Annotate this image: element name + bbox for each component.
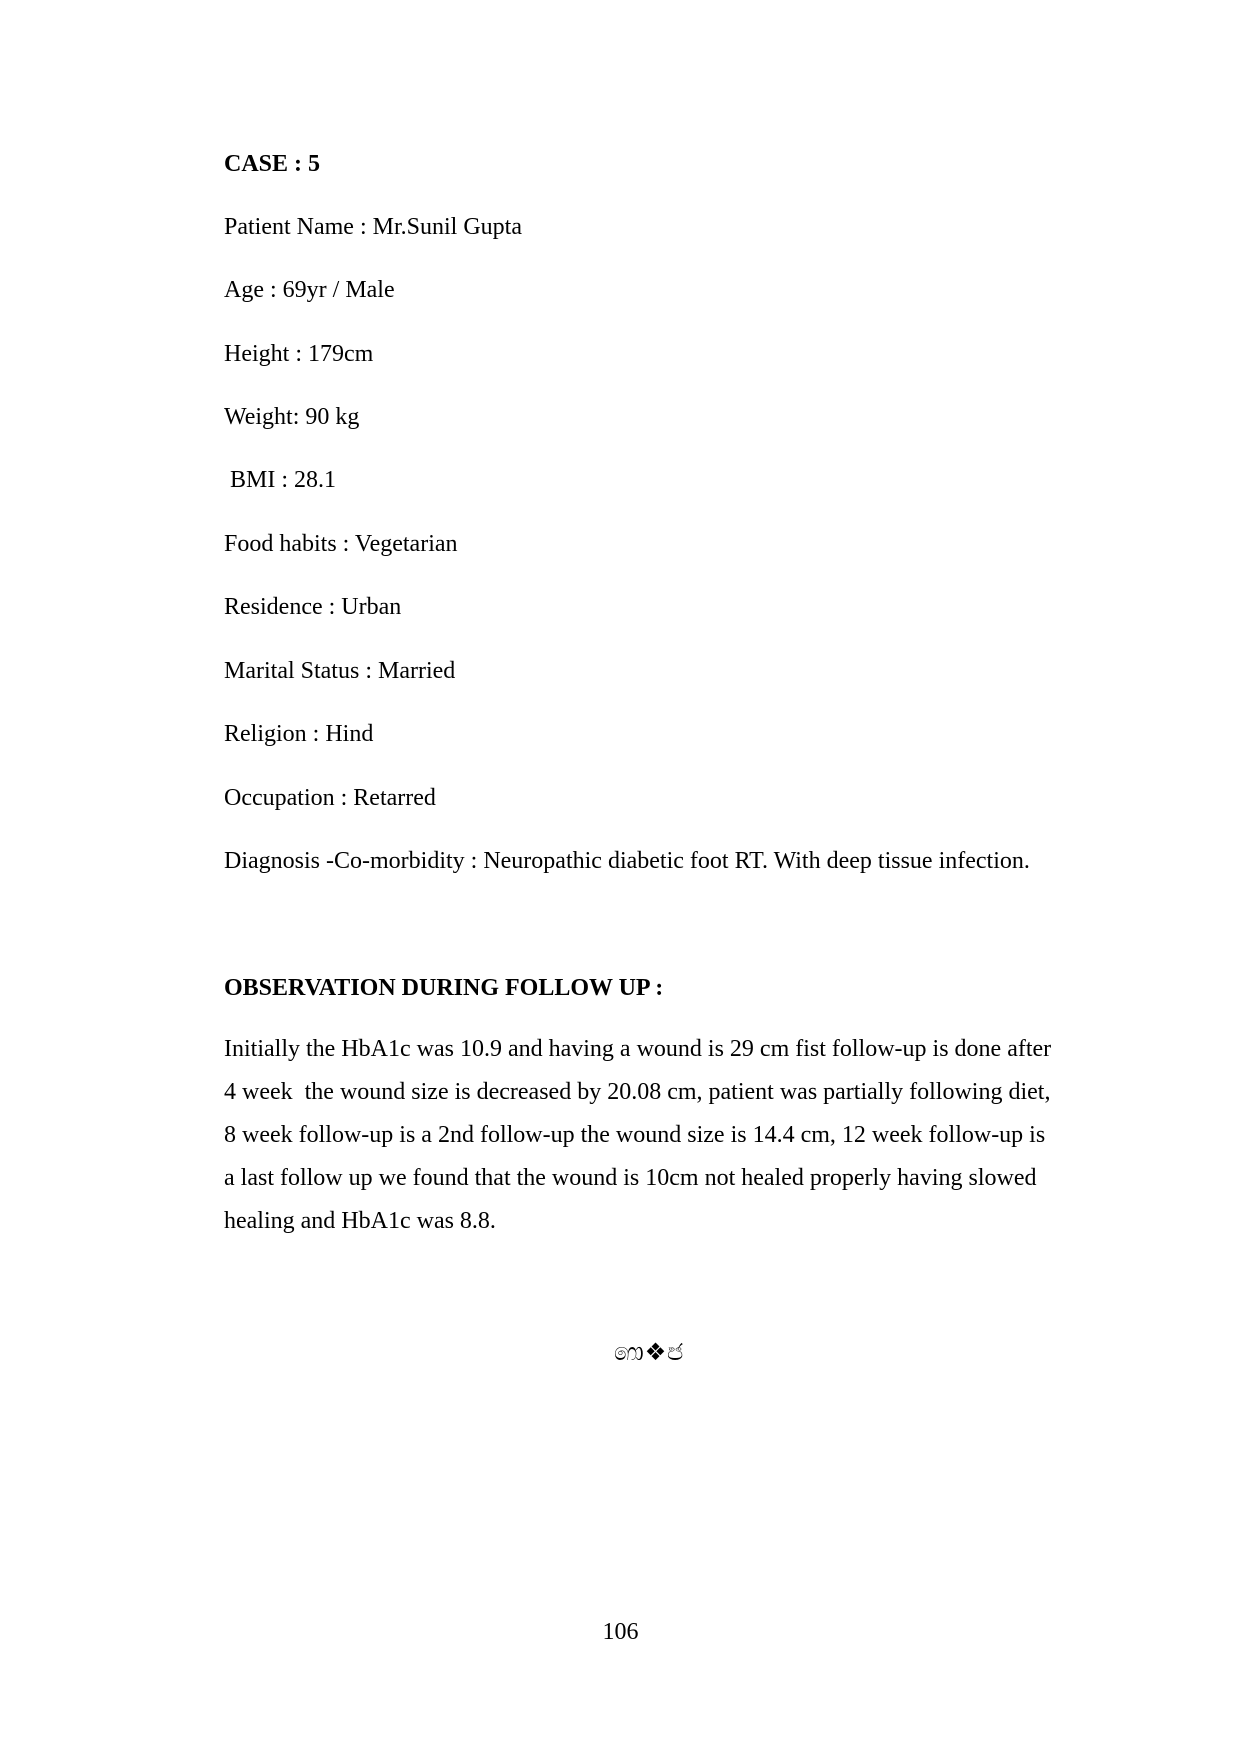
observation-line: Initially the HbA1c was 10.9 and having a wound is 29 cm fist follow-up is done after <box>224 1036 1052 1062</box>
diagnosis: Diagnosis -Co-morbidity : Neuropathic diabetic foot RT. With deep tissue infection. <box>224 848 1030 874</box>
case-heading: CASE : 5 <box>224 151 321 177</box>
marital-status: Marital Status : Married <box>224 658 456 684</box>
observation-line: a last follow up we found that the wound is 10cm not healed properly having slowed <box>224 1165 1037 1191</box>
patient-bmi: BMI : 28.1 <box>224 467 337 493</box>
patient-height: Height : 179cm <box>224 341 374 367</box>
observation-heading: OBSERVATION DURING FOLLOW UP : <box>224 975 664 1001</box>
occupation: Occupation : Retarred <box>224 785 436 811</box>
observation-paragraph <box>224 1028 1104 1243</box>
observation-line: 4 week the wound size is decreased by 20.08 cm, patient was partially following diet, <box>224 1079 1051 1105</box>
observation-line: 8 week follow-up is a 2nd follow-up the wound size is 14.4 cm, 12 week follow-up is <box>224 1122 1046 1148</box>
patient-name: Patient Name : Mr.Sunil Gupta <box>224 214 522 240</box>
religion: Religion : Hind <box>224 721 374 747</box>
patient-age: Age : 69yr / Male <box>224 277 395 303</box>
food-habits: Food habits : Vegetarian <box>224 531 458 557</box>
page-number: 106 <box>602 1619 639 1645</box>
observation-line: healing and HbA1c was 8.8. <box>224 1208 496 1234</box>
residence: Residence : Urban <box>224 594 402 620</box>
section-end-ornament: ෩❖෪ <box>614 1338 685 1366</box>
patient-weight: Weight: 90 kg <box>224 404 360 430</box>
